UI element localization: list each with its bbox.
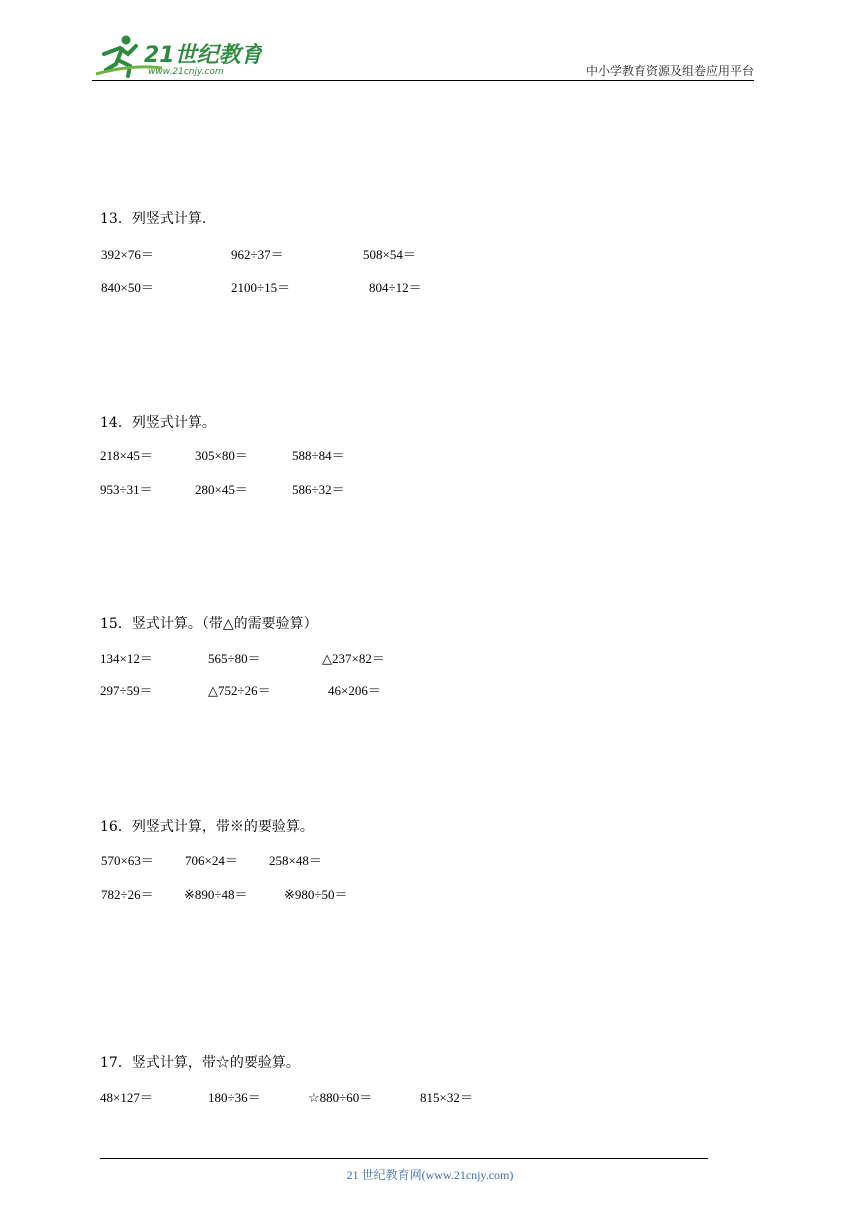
expression: 706×24＝ (185, 853, 238, 868)
expression: △237×82＝ (322, 651, 385, 666)
expression: ※890÷48＝ (184, 887, 248, 902)
expression: 392×76＝ (101, 247, 154, 262)
expression: 586÷32＝ (292, 482, 345, 497)
header-platform-text: 中小学教育资源及组卷应用平台 (585, 64, 754, 78)
expression: 840×50＝ (101, 280, 154, 295)
expression: 258×48＝ (269, 853, 322, 868)
expression: 570×63＝ (101, 853, 154, 868)
expression: 46×206＝ (328, 683, 381, 698)
expression: 565÷80＝ (208, 651, 261, 666)
expression: 2100÷15＝ (231, 280, 291, 295)
expression: 218×45＝ (100, 448, 153, 463)
expression: 782÷26＝ (101, 887, 154, 902)
expression: △752÷26＝ (208, 683, 271, 698)
expression: ☆880÷60＝ (308, 1090, 373, 1105)
expression: 280×45＝ (195, 482, 248, 497)
expression: ※980÷50＝ (284, 887, 348, 902)
question-title: 17．竖式计算，带☆的要验算。 (100, 1055, 300, 1071)
footer-divider (100, 1158, 708, 1159)
expression: 508×54＝ (363, 247, 416, 262)
header-divider (92, 80, 754, 81)
footer-link[interactable]: 21 世纪教育网(www.21cnjy.com) (346, 1168, 514, 1182)
expression: 134×12＝ (100, 651, 153, 666)
question-title: 13．列竖式计算. (100, 211, 207, 227)
logo-url: www.21cnjy.com (148, 67, 224, 77)
expression: 180÷36＝ (208, 1090, 261, 1105)
logo-text: 21世纪教育 (144, 43, 262, 68)
expression: 804÷12＝ (369, 280, 422, 295)
expression: 962÷37＝ (231, 247, 284, 262)
expression: 48×127＝ (100, 1090, 153, 1105)
expression: 297÷59＝ (100, 683, 153, 698)
expression: 588÷84＝ (292, 448, 345, 463)
question-title: 16．列竖式计算，带※的要验算。 (100, 819, 314, 835)
runner-logo-icon (92, 34, 262, 80)
expression: 815×32＝ (420, 1090, 473, 1105)
site-logo (92, 34, 262, 80)
question-title: 14．列竖式计算。 (100, 415, 216, 431)
expression: 305×80＝ (195, 448, 248, 463)
question-title: 15．竖式计算。（带△的需要验算） (100, 616, 318, 632)
expression: 953÷31＝ (100, 482, 153, 497)
